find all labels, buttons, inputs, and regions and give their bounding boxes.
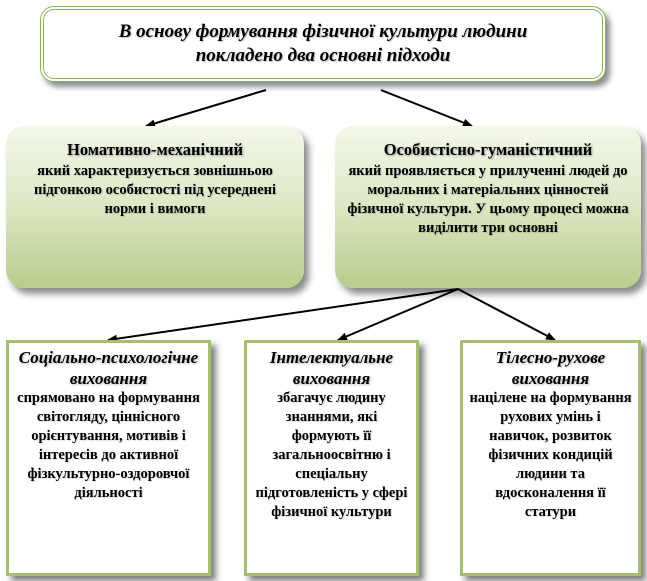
title-box [40,6,606,82]
arrow-to-upbringing-3 [458,289,555,340]
upbringing-text: націлене на формування рухових умінь і навичок, розвиток фізичних кондицій людини та вдосконалення її статури [469,390,632,520]
arrow-to-upbringing-1 [108,289,458,340]
approach-text: який характеризується зовнішньою підгонкою особистості під усереднені норми і вимоги [33,163,277,217]
arrow-to-approach-1 [146,90,266,126]
upbringing-text: збагачує людину знаннями, які формують її загальноосвітню і спеціальну підготовленість у сфері фізичної культури [255,390,408,520]
upbringing-text: спрямовано на формування світогляду, ціннісного орієнтування, мотивів і інтересів до активної фізкультурно-оздоровчої діяльності [17,390,200,501]
arrow-to-approach-2 [381,90,472,126]
approach-box-normative [6,126,304,288]
upbringing-heading: Тілесно-рухове виховання [495,348,606,388]
upbringing-heading: Соціально-психологічне виховання [18,348,199,388]
upbringing-box-intellectual [244,340,419,576]
approach-text: який проявляється у прилученні людей до моральних і матеріальних цінностей фізичної культури. У цьому процесі можна виділити три основні [347,163,629,236]
title-line-1: В основу формування фізичної культури людини [118,21,528,42]
approach-heading: Особистісно-гуманістичний [383,140,593,159]
upbringing-box-socio-psychological [6,340,211,576]
diagram-title [119,20,528,68]
upbringing-heading: Інтелектуальне виховання [269,348,394,388]
title-line-2: покладено два основні підходи [195,45,451,66]
upbringing-box-physical-motor [460,340,641,576]
approach-box-humanistic [335,126,641,288]
approach-heading: Номативно-механічний [67,140,243,159]
arrow-to-upbringing-2 [338,289,458,340]
